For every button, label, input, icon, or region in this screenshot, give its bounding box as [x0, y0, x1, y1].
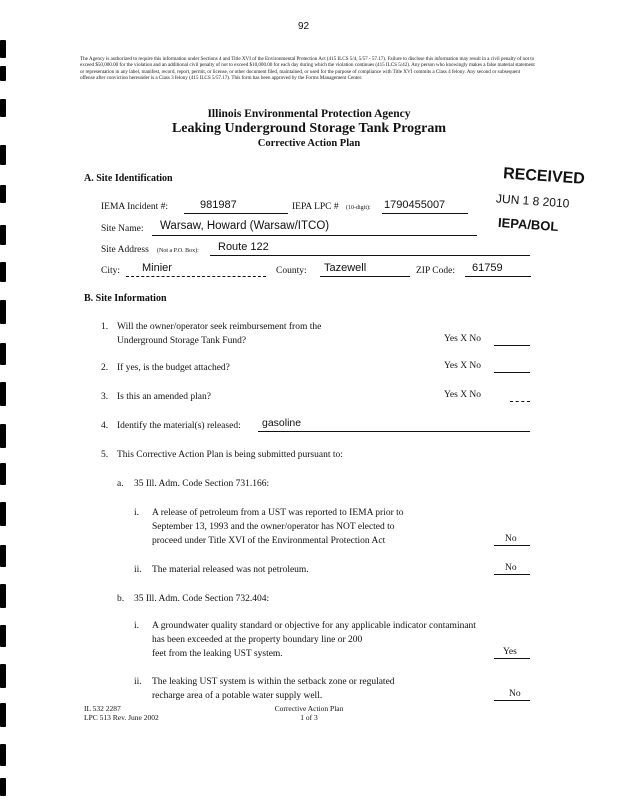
- question-1-number: 1.: [101, 322, 109, 332]
- item-b-ii-line-1: The leaking UST system is within the setback zone or regulated: [152, 677, 395, 687]
- item-b-ii-number: ii.: [134, 677, 142, 687]
- question-1-line-2: Underground Storage Tank Fund?: [117, 336, 247, 346]
- item-b-ii-answer: No: [509, 689, 521, 699]
- question-4-number: 4.: [101, 421, 109, 431]
- site-address-sublabel: (Not a P.O. Box):: [157, 248, 199, 254]
- form-number: IL 532 2287: [84, 704, 121, 713]
- footer-page-count: 1 of 3: [300, 713, 318, 722]
- scan-edge-mark: [0, 343, 6, 365]
- item-b-ii-answer-line: [494, 700, 530, 701]
- question-4-text: Identify the material(s) released:: [117, 421, 241, 431]
- item-b-i-answer-line: [494, 658, 530, 659]
- agency-title: Illinois Environmental Protection Agency: [207, 108, 411, 120]
- footer-center: [0, 704, 618, 722]
- item-b-ii-text: [152, 675, 492, 703]
- question-3-answer-line: [510, 401, 530, 402]
- zip-value: 61759: [472, 262, 503, 274]
- scan-edge-mark: [0, 744, 6, 766]
- scan-edge-mark: [0, 545, 6, 567]
- program-title: Leaking Underground Storage Tank Program: [171, 121, 447, 136]
- item-b-label: b.: [117, 594, 125, 604]
- city-value: Minier: [142, 262, 172, 274]
- question-2-number: 2.: [101, 363, 109, 373]
- iepa-lpc-value: 1790455007: [384, 199, 446, 211]
- footer-doc-title: Corrective Action Plan: [274, 704, 344, 713]
- stamp-office: IEPA/BOL: [497, 214, 559, 235]
- county-line: [320, 276, 410, 277]
- site-name-line: [152, 235, 477, 236]
- scan-edge-mark: [0, 778, 6, 796]
- section-b-heading: B. Site Information: [84, 293, 167, 304]
- item-b-i-answer: Yes: [503, 647, 517, 657]
- item-b-i-number: i.: [134, 621, 140, 631]
- iema-incident-value: 981987: [200, 199, 237, 211]
- scan-edge-mark: [0, 382, 6, 406]
- question-2-text: If yes, is the budget attached?: [117, 363, 230, 373]
- iepa-lpc-sublabel: (10-digit):: [346, 205, 371, 211]
- scan-edge-mark: [0, 584, 6, 608]
- question-1-text: [117, 320, 417, 348]
- item-b-text: 35 Ill. Adm. Code Section 732.404:: [134, 594, 270, 604]
- city-line: [126, 276, 266, 277]
- item-a-i-text: [152, 506, 492, 548]
- city-label: City:: [101, 266, 121, 276]
- stamp-date: JUN 1 8 2010: [495, 191, 570, 211]
- item-a-i-answer: No: [505, 534, 517, 544]
- iepa-lpc-label: IEPA LPC #: [292, 202, 339, 212]
- question-2-answer: Yes X No: [444, 361, 482, 371]
- item-a-i-number: i.: [134, 508, 140, 518]
- item-a-ii-text: The material released was not petroleum.: [152, 565, 309, 575]
- item-a-label: a.: [117, 479, 124, 489]
- page-number: 92: [298, 21, 310, 32]
- item-b-i-text: [152, 619, 532, 661]
- scan-edge-mark: [0, 502, 6, 526]
- question-3-answer: Yes X No: [444, 390, 482, 400]
- item-b-i-line-2: has been exceeded at the property boundary line or 200: [152, 635, 363, 645]
- question-3-number: 3.: [101, 392, 109, 402]
- question-1-line-1: Will the owner/operator seek reimbursement from the: [117, 322, 322, 332]
- iepa-lpc-line: [382, 213, 468, 214]
- scan-edge-mark: [0, 262, 6, 282]
- plan-title: Corrective Action Plan: [257, 138, 361, 149]
- site-address-line: [210, 255, 530, 256]
- question-4-line: [258, 431, 530, 432]
- zip-label: ZIP Code:: [416, 266, 455, 276]
- disclaimer-text: The Agency is authorized to require this information under Sections 4 and Title XVI of the Environmental Protection Act (415 ILCS 5/4, 5/57 - 57.17). Failure to disclose this information may result in a civil penalty of not to exceed $50,000.00 for the violation and an additional civil penalty of not to exceed $10,000.00 for each day during which the violation continues (415 ILCS 5/42). Any person who knowingly makes a false material statement or representation in any label, manifest, record, report, permit, or license, or other document filed, maintained, or used for the purpose of compliance with Title XVI commits a Class 4 felony. Any second or subsequent offense after conviction hereunder is a Class 3 felony (415 ILCS 5/57.17). This form has been approved by the Forms Management Center.: [80, 56, 535, 81]
- item-a-ii-answer-line: [494, 574, 530, 575]
- section-a-heading: A. Site Identification: [84, 173, 173, 184]
- item-b-i-line-1: A groundwater quality standard or objective for any applicable indicator contaminant: [152, 621, 476, 631]
- iema-incident-line: [184, 213, 288, 214]
- question-2-answer-line: [494, 372, 530, 373]
- county-value: Tazewell: [324, 262, 367, 274]
- question-4-value: gasoline: [262, 417, 302, 429]
- zip-line: [465, 276, 531, 277]
- item-a-ii-answer: No: [505, 563, 517, 573]
- question-5-text: This Corrective Action Plan is being submitted pursuant to:: [117, 450, 343, 460]
- item-a-i-answer-line: [494, 545, 530, 546]
- scan-edge-mark: [0, 625, 6, 647]
- scan-edge-mark: [0, 185, 6, 203]
- question-1-answer: Yes X No: [444, 334, 482, 344]
- scan-edge-mark: [0, 463, 6, 485]
- item-a-i-line-1: A release of petroleum from a UST was reported to IEMA prior to: [152, 508, 404, 518]
- scan-edge-mark: [0, 225, 6, 245]
- scan-edge-mark: [0, 66, 6, 81]
- scan-edge-mark: [0, 40, 6, 58]
- item-a-text: 35 Ill. Adm. Code Section 731.166:: [134, 479, 270, 489]
- iema-incident-label: IEMA Incident #:: [101, 202, 169, 212]
- scan-edge-mark: [0, 300, 6, 324]
- site-name-label: Site Name:: [101, 224, 144, 234]
- question-5-number: 5.: [101, 450, 109, 460]
- scan-edge-mark: [0, 424, 6, 448]
- item-a-i-line-2: September 13, 1993 and the owner/operator has NOT elected to: [152, 522, 395, 532]
- item-a-i-line-3: proceed under Title XVI of the Environmental Protection Act: [152, 536, 386, 546]
- scan-edge-mark: [0, 664, 6, 688]
- item-b-ii-line-2: recharge area of a potable water supply well.: [152, 691, 323, 701]
- received-stamp: RECEIVED: [502, 165, 586, 188]
- question-1-answer-line: [494, 345, 530, 346]
- item-a-ii-number: ii.: [134, 565, 142, 575]
- site-address-label: Site Address: [101, 245, 149, 255]
- item-b-i-line-3: feet from the leaking UST system.: [152, 649, 283, 659]
- form-revision: LPC 513 Rev. June 2002: [84, 713, 159, 722]
- county-label: County:: [276, 266, 307, 276]
- site-name-value: Warsaw, Howard (Warsaw/ITCO): [160, 220, 330, 232]
- site-address-value: Route 122: [218, 241, 269, 253]
- question-3-text: Is this an amended plan?: [117, 392, 211, 402]
